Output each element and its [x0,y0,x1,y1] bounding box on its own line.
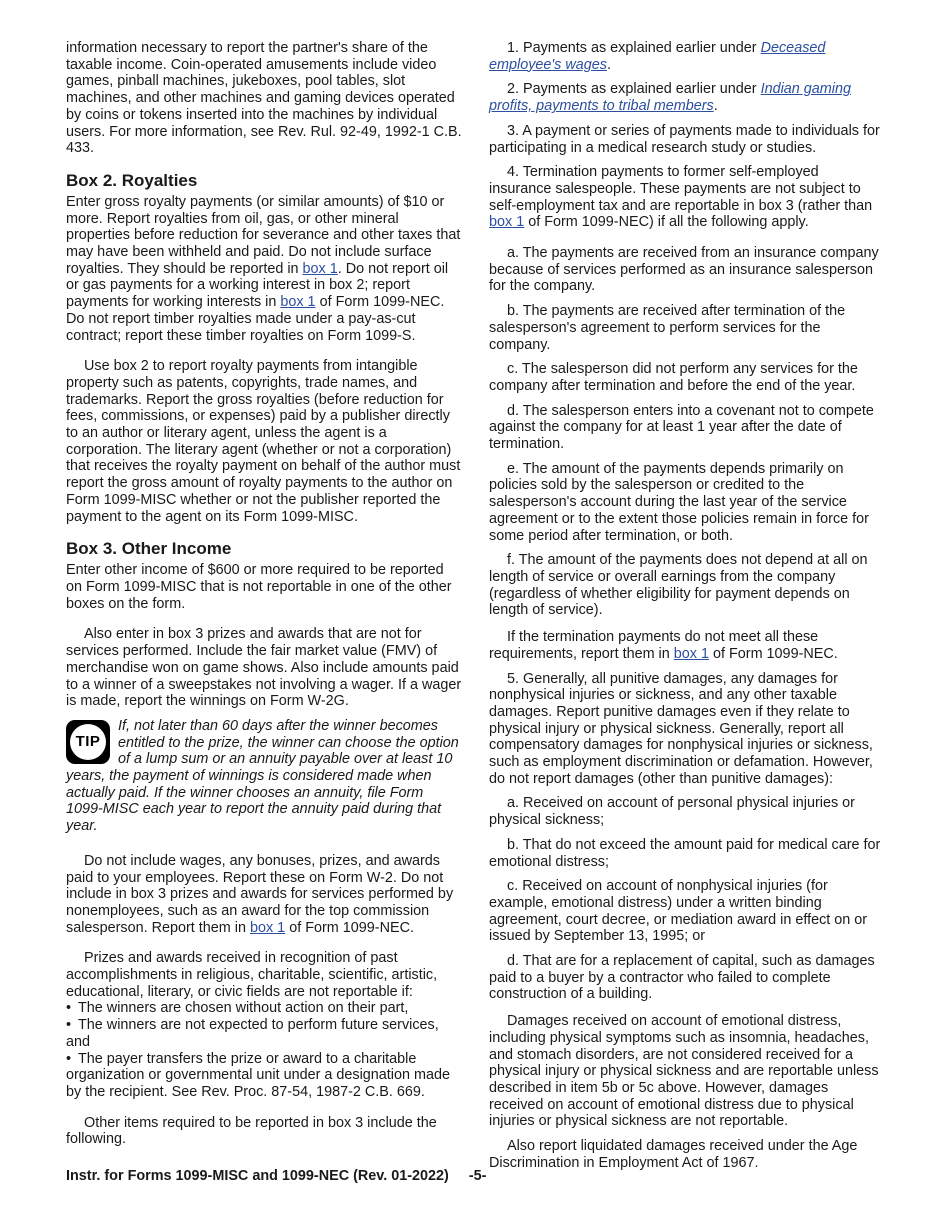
intro-paragraph: information necessary to report the partner's share of the taxable income. Coin-operated amusements include video games, pinball machines, jukeboxes, pool tables, slot machines, and other machines and gaming devices operated by coins or tokens inserted into the machines by individual users. For more information, see Rev. Rul. 92-49, 1992-1 C.B. 433. [66,40,462,157]
item-5: 5. Generally, all punitive damages, any damages for nonphysical injuries or sickness, and any other taxable damages. Report punitive damages even if they relate to physical injury or physical sickness. Generally, report all compensatory damages for nonphysical injuries or sickness, such as employment discrimination or defamation. However, do not report damages (other than punitive damages): [489,670,873,787]
tip-text: If, not later than 60 days after the winner becomes entitled to the prize, the winner can choose the option of a lump sum or an annuity payable over at least 10 years, the payment of winnings is considered made when actually paid. If the winner chooses an annuity, file Form 1099-MISC each year to report the annuity paid during that year. [66,717,459,835]
item-4d: d. The salesperson enters into a covenant not to compete against the company for at least 1 year after the date of termination. [489,402,874,453]
box1-link[interactable]: box 1 [249,919,286,936]
page-footer [66,1168,486,1184]
box2-heading: Box 2. Royalties [66,170,198,190]
tip-icon [66,720,110,764]
right-column [489,40,885,1179]
bullet-icon: • [66,1000,72,1017]
box1-link[interactable]: box 1 [280,294,316,311]
item-5d: d. That are for a replacement of capital, such as damages paid to a buyer by a contractor who failed to complete construction of a building. [489,953,875,1003]
bullet-icon: • [66,1050,72,1067]
box3-paragraph-3: Do not include wages, any bonuses, prizes, and awards paid to your employees. Report these on Form W-2. Do not include in box 3 prizes and awards for services performed by nonemployees, such as an award for the top commission salesperson. Report them in box 1 of Form 1099-NEC. [66,852,454,936]
item-2: 2. Payments as explained earlier under Indian gaming profits, payments to tribal members. [489,81,851,115]
emotional-distress-paragraph: Damages received on account of emotional distress, including physical symptoms such as insomnia, headaches, and stomach disorders, are not considered received for a physical injury or physical sickness and are reportable unless described in item 5b or 5c above. However, damages received on account of emotional distress due to physical injuries or physical sickness are not reportable. [489,1013,879,1130]
footer-title: Instr. for Forms 1099-MISC and 1099-NEC (Rev. 01-2022) [66,1168,449,1184]
box2-paragraph-2: Use box 2 to report royalty payments from intangible property such as patents, copyrights, trade names, and trademarks. Report the gross royalties (before reduction for fees, commissions, or expenses) paid by a publisher directly to an author or literary agent, unless the agent is a corporation. The literary agent (whether or not a corporation) that receives the royalty payment on behalf of the author must report the gross amount of royalty payments to the author on Form 1099-MISC whether or not the publisher reported the payment to the agent on its Form 1099-MISC. [66,358,461,525]
box3-paragraph-4: Prizes and awards received in recognition of past accomplishments in religious, charitable, scientific, artistic, educational, literary, or civic fields are not reportable if: [66,950,438,1000]
liquidated-damages-paragraph: Also report liquidated damages received under the Age Discrimination in Employment Act of 1967. [489,1138,858,1171]
box3-paragraph-5: Other items required to be reported in box 3 include the following. [66,1114,437,1148]
page-number: -5- [468,1168,487,1184]
box1-link[interactable]: box 1 [673,645,709,662]
item-4e: e. The amount of the payments depends primarily on policies sold by the salesperson or credited to the salesperson's account during the last year of the service agreement or to the extent those policies remain in force for some period after termination, or both. [489,460,869,544]
tip-note [66,718,462,835]
list-item: • The winners are chosen without action on their part, [66,1000,409,1017]
item-1: 1. Payments as explained earlier under Deceased employee's wages. [489,40,826,73]
item-4: 4. Termination payments to former self-employed insurance salespeople. These payments are not subject to self-employment tax and are reportable in box 3 (rather than box 1 of Form 1099-NEC) if all the following apply. [489,164,873,231]
bullet-icon: • [66,1017,72,1034]
box3-paragraph-2: Also enter in box 3 prizes and awards that are not for services performed. Include the fair market value (FMV) of merchandise won on game shows. Also include amounts paid to a winner of a sweepstakes not involving a wager. If a wager is made, report the winnings on Form W-2G. [66,626,462,710]
box3-paragraph-1: Enter other income of $600 or more required to be reported on Form 1099-MISC that is not reportable in one of the other boxes on the form. [66,562,452,612]
item-5b: b. That do not exceed the amount paid for medical care for emotional distress; [489,836,881,870]
item-5c: c. Received on account of nonphysical injuries (for example, emotional distress) under a written binding agreement, court decree, or mediation award in effect on or issued by September 13, 1995; or [489,878,868,945]
left-column [66,40,462,1156]
prize-conditions-list [66,1000,462,1100]
box2-paragraph-1: Enter gross royalty payments (or similar amounts) of $10 or more. Report royalties from oil, gas, or other mineral properties before reduction for severance and other taxes that may have been withheld and paid. Do not include surface royalties. They should be reported in box 1. Do not report oil or gas payments for a working interest in box 2; report payments for working interests in box 1 of Form 1099-NEC. Do not report timber royalties made under a pay-as-cut contract; report these timber royalties on Form 1099-S. [66,193,461,344]
item-3: 3. A payment or series of payments made to individuals for participating in a medical research study or studies. [489,122,880,156]
item-4b: b. The payments are received after termination of the salesperson's agreement to perform services for the company. [489,303,846,353]
item-4c: c. The salesperson did not perform any services for the company after termination and before the end of the year. [489,361,858,394]
termination-note: If the termination payments do not meet all these requirements, report them in box 1 of Form 1099-NEC. [489,629,838,662]
list-item: • The payer transfers the prize or award to a charitable organization or governmental unit under a designation made by the recipient. See Rev. Proc. 87-54, 1987-2 C.B. 669. [66,1050,451,1100]
box3-heading: Box 3. Other Income [66,539,232,559]
item-5a: a. Received on account of personal physical injuries or physical sickness; [489,795,855,829]
deceased-wages-link[interactable]: Deceased employee's wages [489,40,826,73]
box1-link[interactable]: box 1 [302,260,338,277]
list-item: • The winners are not expected to perform future services, and [66,1017,439,1050]
box1-link[interactable]: box 1 [489,214,525,231]
item-4f: f. The amount of the payments does not depend at all on length of service or overall earnings from the company (regardless of whether eligibility for payment depends on length of service). [489,552,868,619]
indian-gaming-link[interactable]: Indian gaming profits, payments to tribal members [489,81,851,115]
tip-label: TIP [70,724,106,760]
item-4a: a. The payments are received from an insurance company because of services performed as an insurance salesperson for the company. [489,245,879,295]
